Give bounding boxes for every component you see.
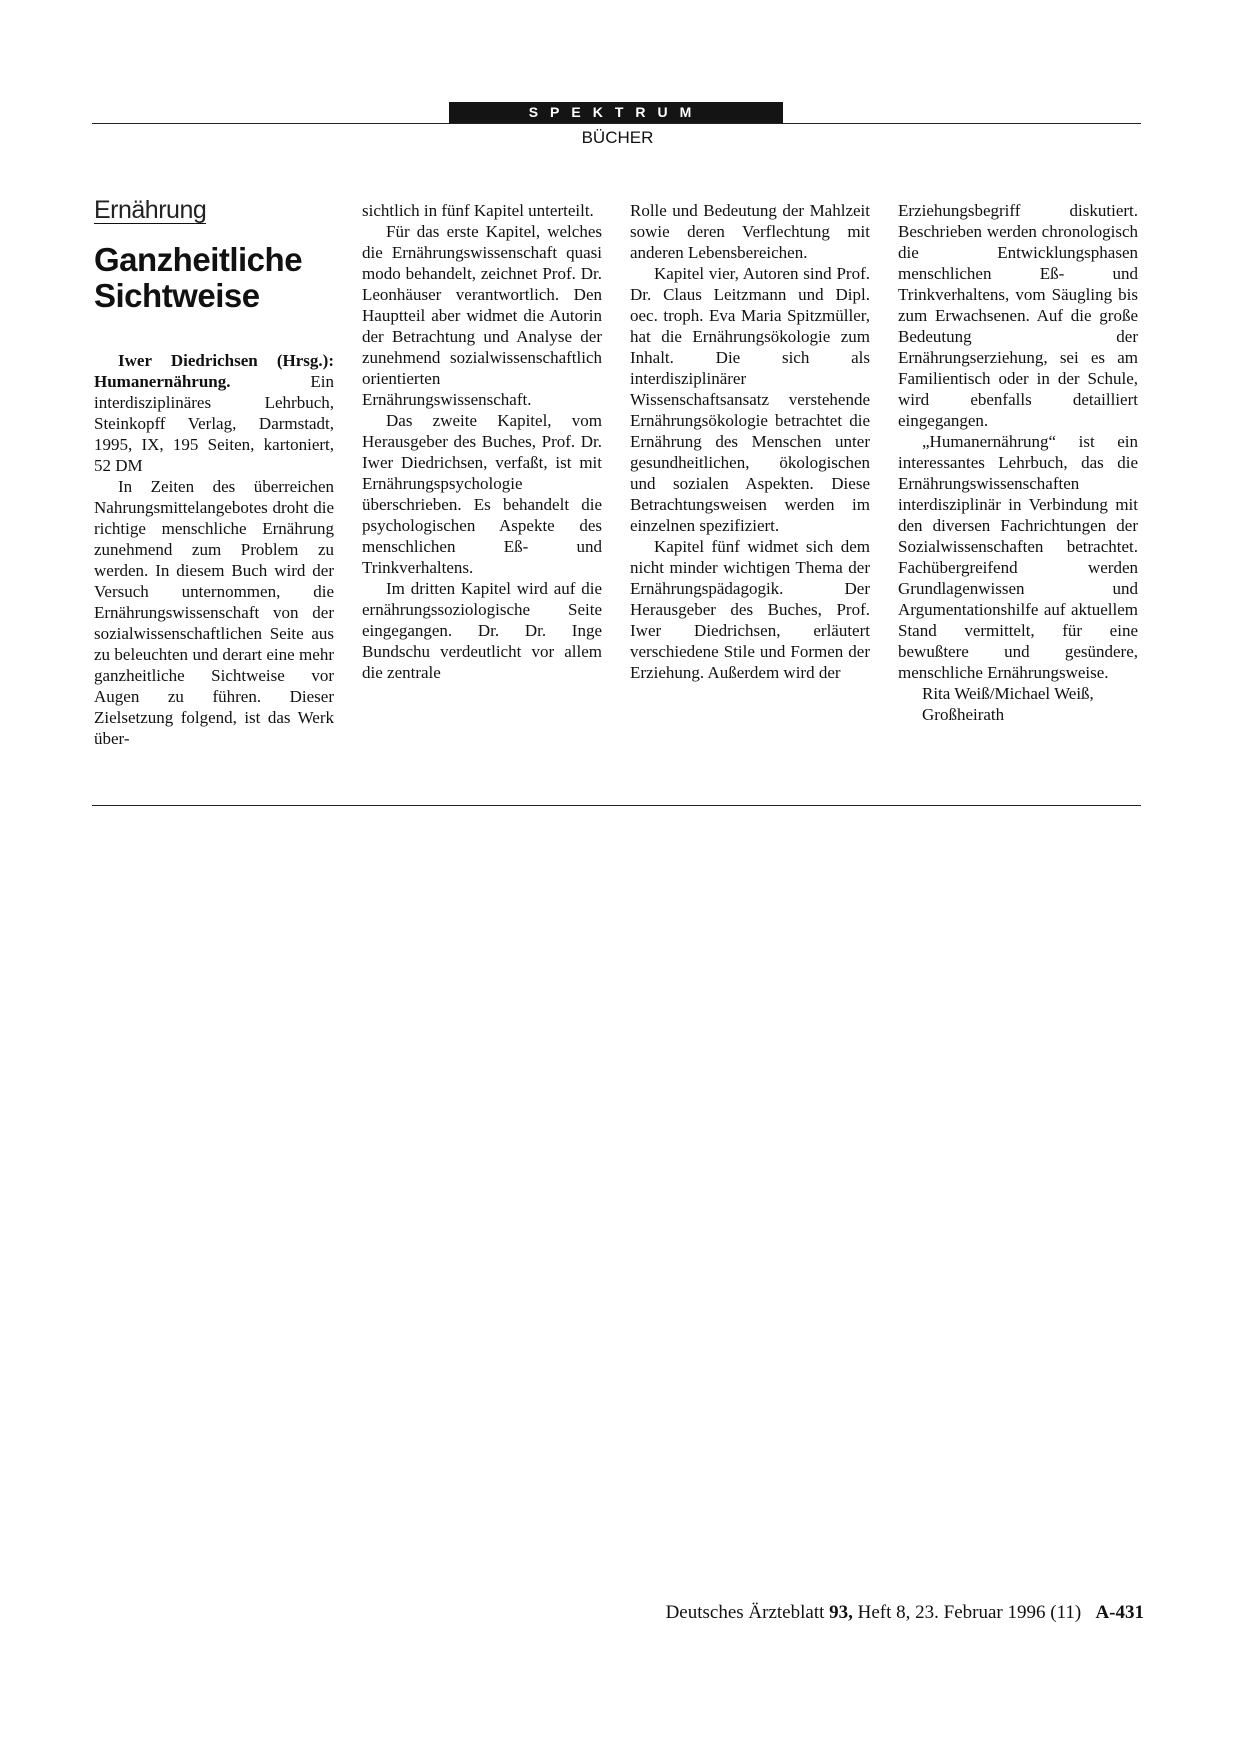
- paragraph-1: In Zeiten des überreichen Nahrungsmittelangebotes droht die richtige menschliche Ernährung zunehmend zum Problem zu werden. In diesem Buch wird der Versuch unternommen, die Ernährungswissenschaft von der sozialwissenschaftlichen Seite aus zu beleuchten und derart eine mehr ganzheitliche Sichtweise vor Augen zu führen. Dieser Zielsetzung folgend, ist das Werk über-: [94, 477, 334, 748]
- book-title: Humanernährung.: [94, 372, 231, 391]
- column-4: [898, 200, 1138, 725]
- paragraph-6-continued: Erziehungsbegriff diskutiert. Beschrieben werden chronologisch die Entwicklungsphasen menschlichen Eß- und Trinkverhaltens, vom Säugling bis zum Erwachsenen. Auf die große Bedeutung der Ernährungserziehung, sei es am Familientisch oder in der Schule, wird ebenfalls detailliert eingegangen.: [898, 201, 1138, 430]
- book-details: Ein interdisziplinäres Lehrbuch, Steinkopff Verlag, Darmstadt, 1995, IX, 195 Seiten, kartoniert, 52 DM: [94, 372, 334, 475]
- book-reference: [94, 350, 334, 476]
- review-signature: [898, 683, 1138, 725]
- column-2: [362, 200, 602, 683]
- column-3: [630, 200, 870, 683]
- bottom-divider: [92, 805, 1141, 806]
- article-kicker: Ernährung: [94, 196, 207, 224]
- reviewer-place: Großheirath: [922, 705, 1005, 724]
- paragraph-7: „Humanernährung“ ist ein interessantes Lehrbuch, das die Ernährungswissenschaften interdisziplinär in Verbindung mit den diversen Fachrichtungen der Sozialwissenschaften betrachtet. Fachübergreifend werden Grundlagenwissen und Argumentationshilfe auf aktuellem Stand vermittelt, für eine bewußtere und gesündere, menschliche Ernährungsweise.: [898, 432, 1138, 682]
- article-headline: Ganzheitliche Sichtweise: [94, 241, 303, 314]
- book-author: Iwer Diedrichsen (Hrsg.):: [118, 351, 334, 370]
- reviewer-names: Rita Weiß/Michael Weiß,: [922, 684, 1094, 703]
- top-divider: [92, 123, 1141, 124]
- journal-volume: 93,: [829, 1602, 853, 1623]
- paragraph-3: Das zweite Kapitel, vom Herausgeber des Buches, Prof. Dr. Iwer Diedrichsen, verfaßt, ist mit Ernährungspsychologie überschrieben. Es behandelt die psychologischen Aspekte des menschlichen Eß- und Trinkverhaltens.: [362, 411, 602, 577]
- journal-name: Deutsches Ärzteblatt: [665, 1602, 825, 1623]
- section-banner: SPEKTRUM: [449, 102, 783, 123]
- paragraph-4-continued: Rolle und Bedeutung der Mahlzeit sowie deren Verflechtung mit anderen Lebensbereichen.: [630, 201, 870, 262]
- paragraph-1-continued: sichtlich in fünf Kapitel unterteilt.: [362, 201, 594, 220]
- paragraph-6: Kapitel fünf widmet sich dem nicht minder wichtigen Thema der Ernährungspädagogik. Der Herausgeber des Buches, Prof. Iwer Diedrichsen, erläutert verschiedene Stile und Formen der Erziehung. Außerdem wird der: [630, 537, 870, 682]
- paragraph-5: Kapitel vier, Autoren sind Prof. Dr. Claus Leitzmann und Dipl. oec. troph. Eva Maria Spitzmüller, hat die Ernährungsökologie zum Inhalt. Die sich als interdisziplinärer Wissenschaftsansatz verstehende Ernährungsökologie betrachtet die Ernährung des Menschen unter gesundheitlichen, ökologischen und sozialen Aspekten. Diese Betrachtungsweisen werden im einzelnen spezifiziert.: [630, 264, 870, 535]
- page-footer: [614, 1602, 1144, 1624]
- column-1: [94, 196, 334, 749]
- page-number: A-431: [1095, 1602, 1144, 1623]
- section-label: BÜCHER: [581, 128, 654, 147]
- journal-issue: Heft 8, 23. Februar 1996 (11): [857, 1602, 1082, 1623]
- paragraph-4: Im dritten Kapitel wird auf die ernährungssoziologische Seite eingegangen. Dr. Dr. Inge Bundschu verdeutlicht vor allem die zentrale: [362, 579, 602, 682]
- paragraph-2: Für das erste Kapitel, welches die Ernährungswissenschaft quasi modo behandelt, zeichnet Prof. Dr. Leonhäuser verantwortlich. Den Hauptteil aber widmet die Autorin der Betrachtung und Analyse der zunehmend sozialwissenschaftlich orientierten Ernährungswissenschaft.: [362, 222, 602, 409]
